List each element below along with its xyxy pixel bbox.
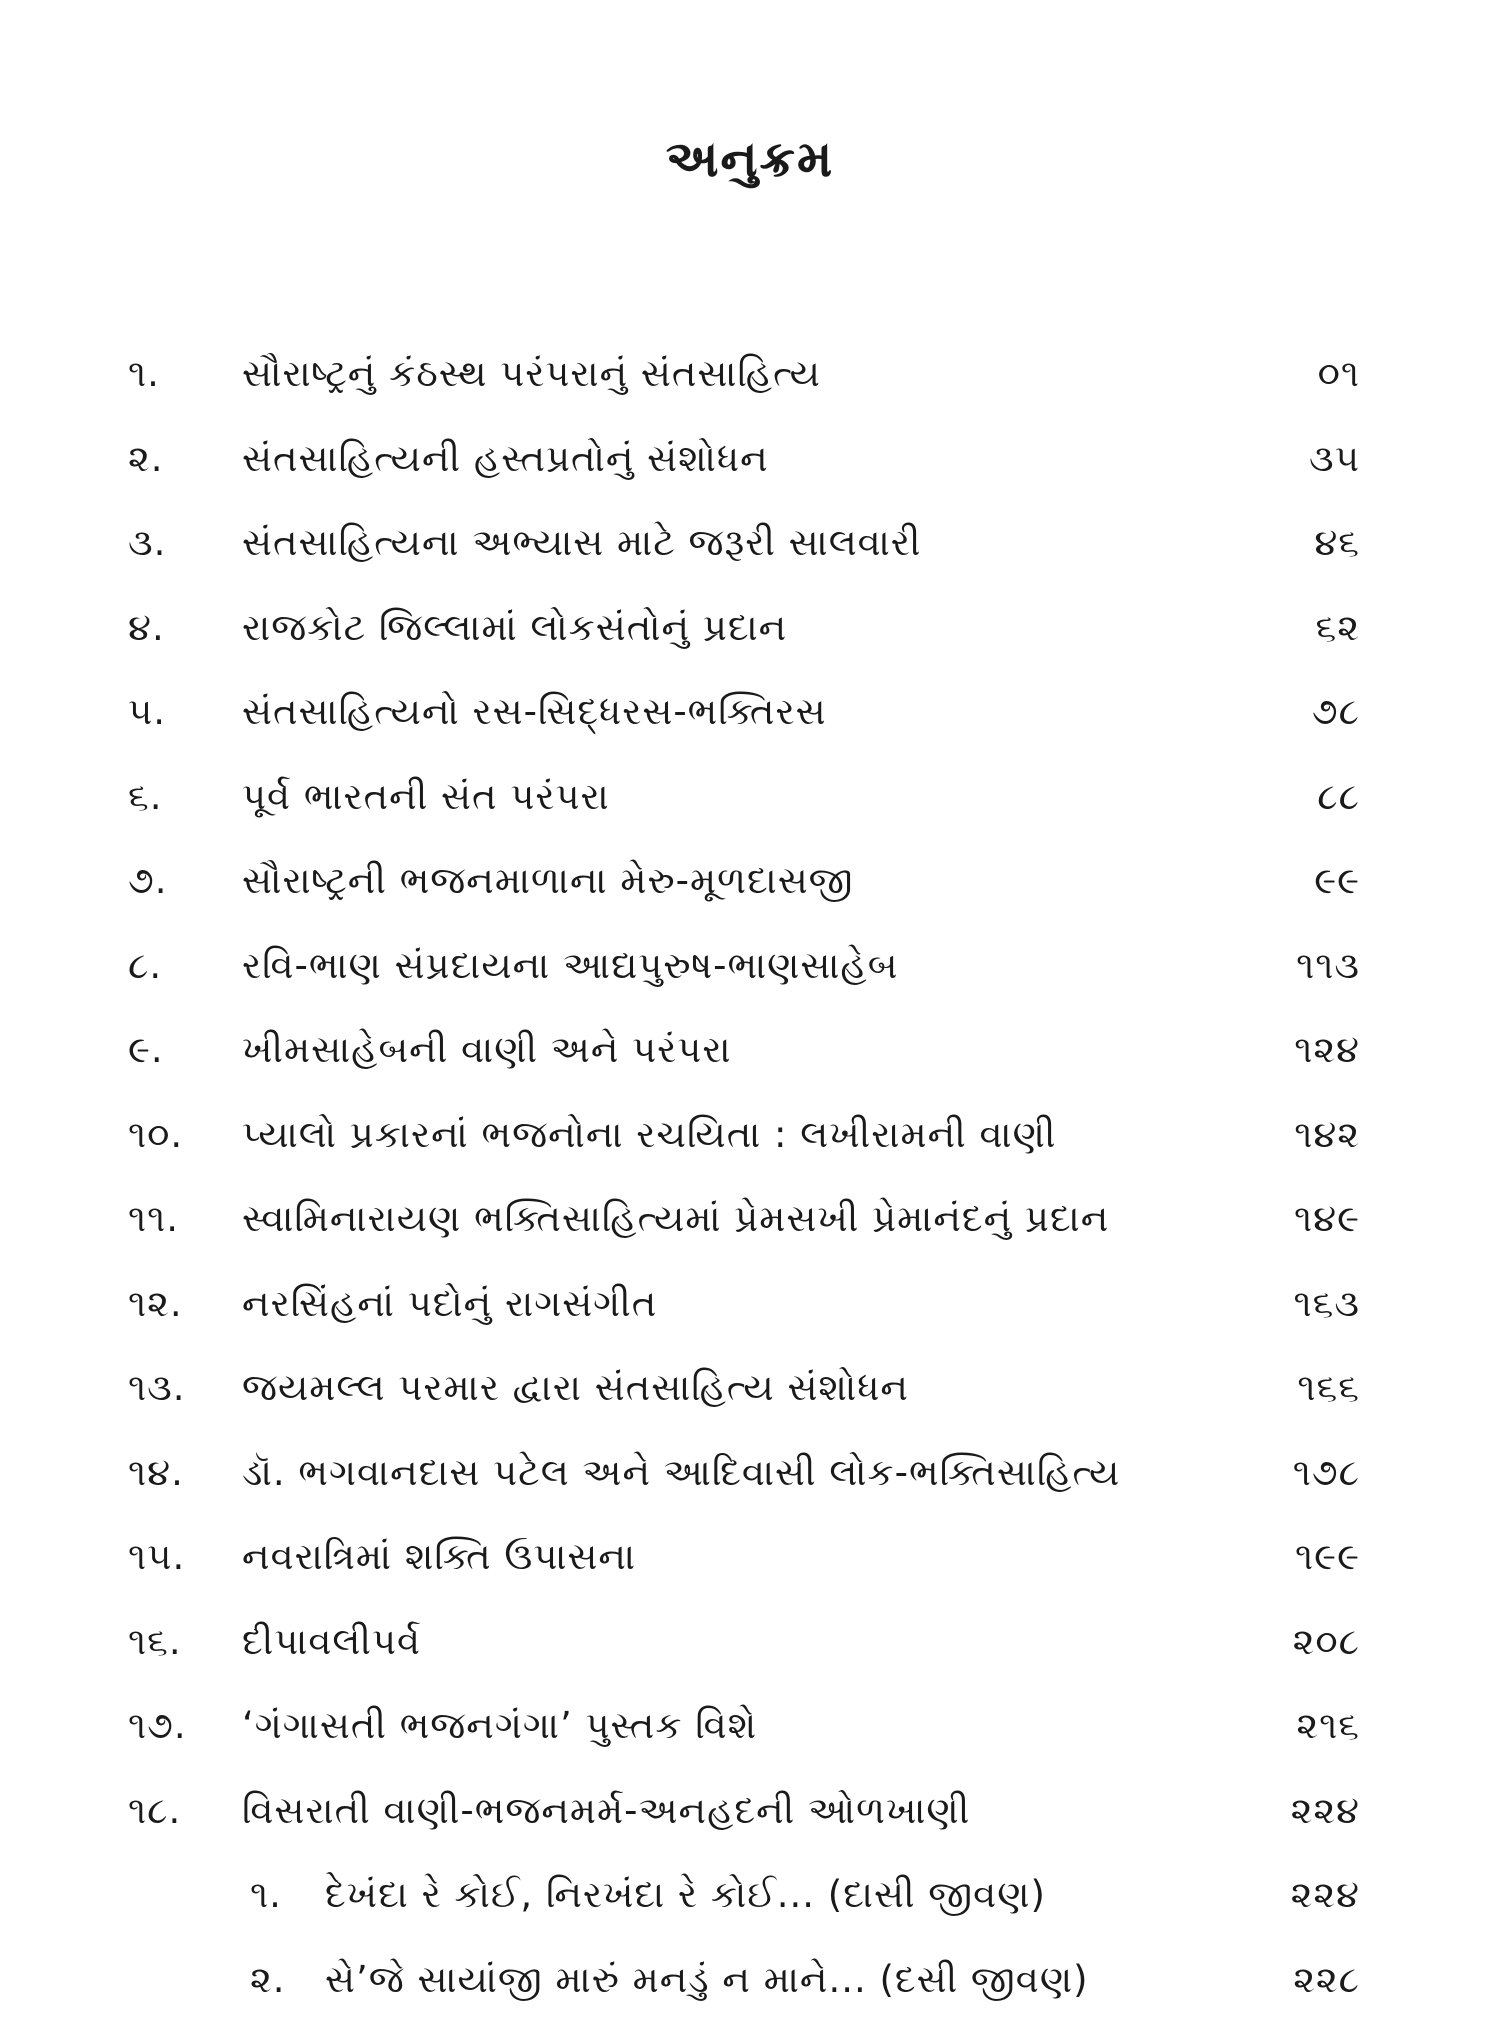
entry-number: ૧૭.	[128, 1684, 187, 1769]
entry-page: ૯૯	[1314, 839, 1360, 924]
entry-number: ૧૬.	[128, 1600, 182, 1685]
entry-number: ૯.	[128, 1008, 164, 1093]
entry-title: સ્વામિનારાયણ ભક્તિસાહિત્યમાં પ્રેમસખી પ્રેમાનંદનું પ્રદાન	[242, 1177, 1109, 1262]
toc-entry	[0, 417, 1500, 502]
entry-title: ‘ગંગાસતી ભજનગંગા’ પુસ્તક વિશે	[242, 1684, 757, 1769]
toc-entry	[0, 924, 1500, 1009]
entry-number: ૪.	[128, 586, 165, 671]
entry-title: સૌરાષ્ટ્રનું કંઠસ્થ પરંપરાનું સંતસાહિત્ય	[242, 332, 821, 417]
toc-subentry	[0, 1938, 1500, 2022]
entry-title: રાજકોટ જિલ્લામાં લોકસંતોનું પ્રદાન	[242, 586, 787, 671]
entry-page: ૮૮	[1317, 755, 1360, 840]
toc-entry	[0, 1600, 1500, 1685]
entry-number: ૬.	[128, 755, 162, 840]
entry-number: ૧૩.	[128, 1346, 186, 1431]
entry-page: ૪૬	[1314, 501, 1360, 586]
entry-title: વિસરાતી વાણી-ભજનમર્મ-અનહદની ઓળખાણી	[242, 1769, 970, 1854]
toc-subentry	[0, 1853, 1500, 1938]
toc-entry	[0, 839, 1500, 924]
entry-number: ૧૧.	[128, 1177, 179, 1262]
toc-entry	[0, 1093, 1500, 1178]
entry-page: ૧૬૩	[1294, 1262, 1361, 1347]
entry-title: સંતસાહિત્યના અભ્યાસ માટે જરૂરી સાલવારી	[242, 501, 922, 586]
entry-page: ૨૧૬	[1296, 1684, 1360, 1769]
entry-number: ૧૦.	[128, 1093, 183, 1178]
toc-entry	[0, 501, 1500, 586]
entry-title: સૌરાષ્ટ્રની ભજનમાળાના મેરુ-મૂળદાસજી	[242, 839, 854, 924]
entry-number: ૧૮.	[128, 1769, 181, 1854]
entry-number: ૨.	[128, 417, 163, 502]
entry-title: જયમલ્લ પરમાર દ્વારા સંતસાહિત્ય સંશોધન	[242, 1346, 909, 1431]
toc-entry	[0, 1769, 1500, 1854]
toc-entry	[0, 1346, 1500, 1431]
entry-number: ૧૫.	[128, 1515, 185, 1600]
entry-number: ૧૨.	[128, 1262, 183, 1347]
entry-page: ૧૧૩	[1296, 924, 1360, 1009]
toc-entry	[0, 1515, 1500, 1600]
entry-number: ૫.	[128, 670, 166, 755]
entry-page: ૨૨૪	[1291, 1769, 1360, 1854]
entry-page: ૦૧	[1318, 332, 1360, 417]
entry-title: સંતસાહિત્યનો રસ-સિદ્ધરસ-ભક્તિરસ	[242, 670, 827, 755]
toc-list	[0, 332, 1500, 2022]
entry-title: દીપાવલીપર્વ	[242, 1600, 421, 1685]
entry-page: ૨૦૮	[1293, 1600, 1360, 1685]
subentry-page: ૨૨૮	[1293, 1938, 1360, 2022]
subentry-page: ૨૨૪	[1291, 1853, 1360, 1938]
toc-entry	[0, 586, 1500, 671]
entry-title: ડૉ. ભગવાનદાસ પટેલ અને આદિવાસી લોક-ભક્તિસાહિત્ય	[242, 1431, 1120, 1516]
entry-number: ૧૪.	[128, 1431, 184, 1516]
entry-title: નવરાત્રિમાં શક્તિ ઉપાસના	[242, 1515, 636, 1600]
entry-page: ૧૯૯	[1295, 1515, 1360, 1600]
subentry-title: સે’જે સાયાંજી મારું મનડું ન માને... (દસી જીવણ)	[325, 1938, 1089, 2022]
subentry-number: ૨.	[250, 1938, 285, 2022]
entry-page: ૭૮	[1312, 670, 1360, 755]
entry-page: ૩૫	[1309, 417, 1360, 502]
entry-page: ૧૨૪	[1294, 1008, 1360, 1093]
entry-title: નરસિંહનાં પદોનું રાગસંગીત	[242, 1262, 657, 1347]
toc-entry	[0, 1262, 1500, 1347]
entry-title: પ્યાલો પ્રકારનાં ભજનોના રચયિતા : લખીરામની વાણી	[242, 1093, 1056, 1178]
entry-number: ૧.	[128, 332, 160, 417]
toc-entry	[0, 1008, 1500, 1093]
toc-entry	[0, 332, 1500, 417]
entry-title: પૂર્વ ભારતની સંત પરંપરા	[242, 755, 610, 840]
entry-page: ૧૪૯	[1294, 1177, 1360, 1262]
entry-page: ૧૪૨	[1294, 1093, 1360, 1178]
subentry-number: ૧.	[250, 1853, 282, 1938]
toc-entry	[0, 1177, 1500, 1262]
entry-number: ૩.	[128, 501, 166, 586]
entry-title: રવિ-ભાણ સંપ્રદાયના આદ્યપુરુષ-ભાણસાહેબ	[242, 924, 898, 1009]
entry-title: ખીમસાહેબની વાણી અને પરંપરા	[242, 1008, 732, 1093]
toc-entry	[0, 670, 1500, 755]
toc-entry	[0, 1431, 1500, 1516]
entry-number: ૮.	[128, 924, 162, 1009]
entry-page: ૧૭૮	[1293, 1431, 1360, 1516]
toc-entry	[0, 755, 1500, 840]
entry-page: ૬૨	[1316, 586, 1360, 671]
toc-entry	[0, 1684, 1500, 1769]
subentry-title: દેખંદા રે કોઈ, નિરખંદા રે કોઈ... (દાસી જીવણ)	[325, 1853, 1046, 1938]
entry-page: ૧૬૬	[1297, 1346, 1360, 1431]
entry-title: સંતસાહિત્યની હસ્તપ્રતોનું સંશોધન	[242, 417, 769, 502]
entry-number: ૭.	[128, 839, 167, 924]
page-title: અનુક્રમ	[0, 130, 1500, 189]
